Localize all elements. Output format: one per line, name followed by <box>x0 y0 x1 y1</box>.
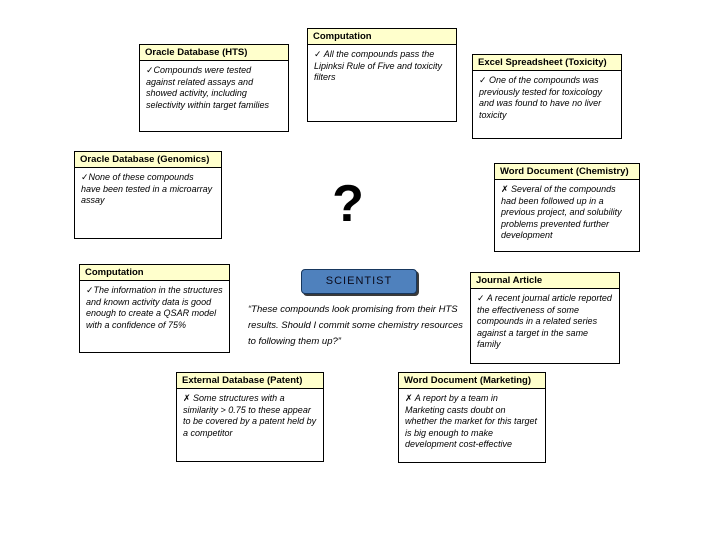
scientist-button[interactable]: SCIENTIST <box>301 269 417 294</box>
box-oracle-database-genomics <box>74 151 222 239</box>
box-external-database-patent <box>176 372 324 462</box>
box-title: Excel Spreadsheet (Toxicity) <box>473 55 621 71</box>
box-word-document-chemistry <box>494 163 640 252</box>
box-title: Journal Article <box>471 273 619 289</box>
box-title: Oracle Database (Genomics) <box>75 152 221 168</box>
question-mark: ? <box>332 175 364 233</box>
box-body: ✓Compounds were tested against related assays and showed activity, including selectivity within target families <box>146 65 270 110</box>
box-body: ✗ Some structures with a similarity > 0.75 to these appear to be covered by a patent held by a competitor <box>183 393 317 438</box>
box-body: ✓ A recent journal article reported the effectiveness of some compounds in a related series against a target in the same family <box>477 293 612 349</box>
box-title: Computation <box>308 29 456 45</box>
box-body: ✓ All the compounds pass the Lipinksi Rule of Five and toxicity filters <box>314 49 443 82</box>
box-title: Oracle Database (HTS) <box>140 45 288 61</box>
box-journal-article <box>470 272 620 364</box>
box-computation-left <box>79 264 230 353</box>
box-body: ✓None of these compounds have been tested in a microarray assay <box>81 172 213 205</box>
box-computation-top <box>307 28 457 122</box>
box-body: ✓The information in the structures and known activity data is good enough to create a QSAR model with a confidence of 75% <box>86 285 223 330</box>
box-excel-spreadsheet-toxicity <box>472 54 622 139</box>
box-title: Word Document (Chemistry) <box>495 164 639 180</box>
box-title: Word Document (Marketing) <box>399 373 545 389</box>
box-title: External Database (Patent) <box>177 373 323 389</box>
box-body: ✓ One of the compounds was previously tested for toxicology and was found to have no liver toxicity <box>479 75 603 120</box>
box-body: ✗ A report by a team in Marketing casts doubt on whether the market for this target is big enough to make development cost-effective <box>405 393 538 449</box>
box-word-document-marketing <box>398 372 546 463</box>
box-body: ✗ Several of the compounds had been followed up in a previous project, and solubility problems prevented further development <box>501 184 622 240</box>
scientist-quote: “These compounds look promising from their HTS results. Should I commit some chemistry resources to following them up?” <box>248 304 463 347</box>
box-title: Computation <box>80 265 229 281</box>
box-oracle-database-hts <box>139 44 289 132</box>
